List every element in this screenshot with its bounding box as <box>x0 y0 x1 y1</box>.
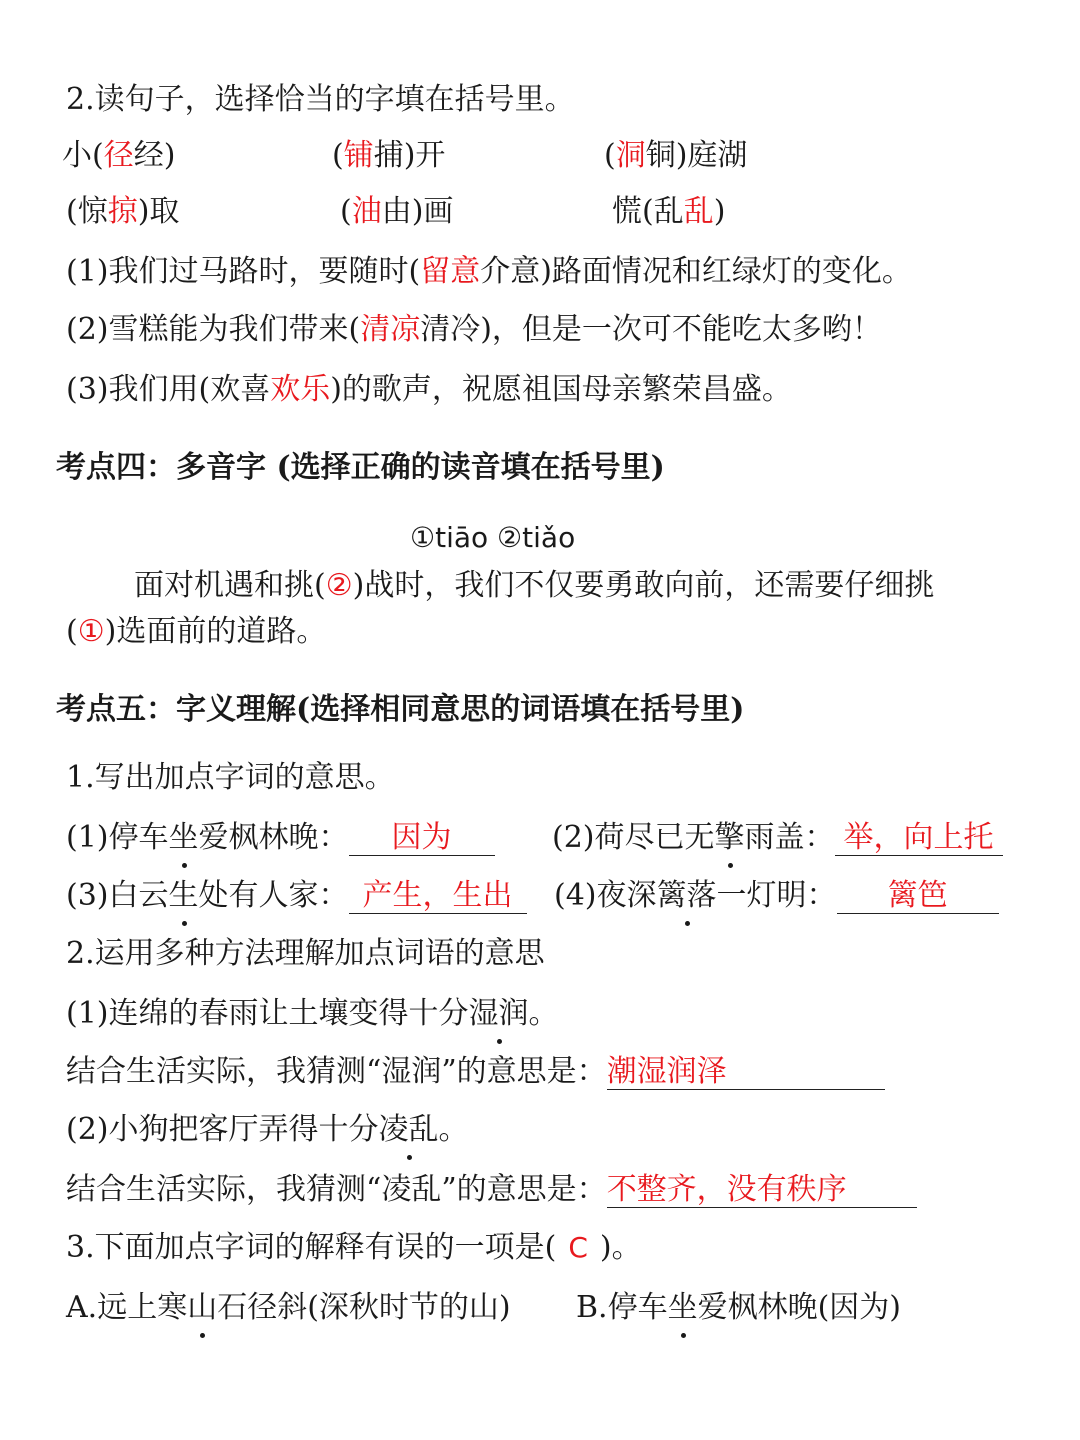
k4-heading: 考点四：多音字 (选择正确的读音填在括号里) <box>56 450 665 485</box>
k5-q1-item4: (4)夜深篱落一灯明： 篱笆 <box>554 876 999 916</box>
k5-q3-option-a: A.远上寒山石径斜(深秋时节的山) <box>66 1288 511 1328</box>
q2-sentence-3: (3)我们用(欢喜欢乐)的歌声，祝愿祖国母亲繁荣昌盛。 <box>66 372 792 407</box>
k5-q1-item3: (3)白云生处有人家： 产生，生出 <box>66 876 527 916</box>
k5-q1-title: 1.写出加点字词的意思。 <box>66 760 395 795</box>
k5-q2-guess2: 结合生活实际，我猜测“凌乱”的意思是：不整齐，没有秩序 <box>66 1170 917 1210</box>
k5-q2-sentence2: (2)小狗把客厅弄得十分凌乱。 <box>66 1110 469 1150</box>
answer-blank: 因为 <box>349 821 495 856</box>
k4-paragraph-line1: 面对机遇和挑(②)战时，我们不仅要勇敢向前，还需要仔细挑 <box>134 568 935 603</box>
k5-q2-guess1: 结合生活实际，我猜测“湿润”的意思是：潮湿润泽 <box>66 1052 885 1092</box>
q2-row2-b: (油由)画 <box>340 194 454 229</box>
q2-title: 2.读句子，选择恰当的字填在括号里。 <box>66 82 575 117</box>
q2-row2-a: (惊掠)取 <box>66 194 180 229</box>
k5-q3-option-b: B.停车坐爱枫林晚(因为) <box>576 1288 901 1328</box>
k5-q1-item2: (2)荷尽已无擎雨盖： 举，向上托 <box>552 818 1003 858</box>
k5-q2-title: 2.运用多种方法理解加点词语的意思 <box>66 936 545 971</box>
answer-blank: 篱笆 <box>837 879 999 914</box>
answer-blank: 举，向上托 <box>835 821 1003 856</box>
q2-row1-a: 小(径经) <box>62 138 176 173</box>
q2-row1-c: (洞铜)庭湖 <box>604 138 748 173</box>
k5-q3-question: 3.下面加点字词的解释有误的一项是( C )。 <box>66 1230 642 1265</box>
q2-row2-c: 慌(乱乱) <box>612 194 726 229</box>
k4-paragraph-line2: (①)选面前的道路。 <box>66 614 327 649</box>
answer-blank: 不整齐，没有秩序 <box>607 1173 917 1208</box>
k5-q2-sentence1: (1)连绵的春雨让土壤变得十分湿润。 <box>66 994 559 1034</box>
q2-row1-b: (铺捕)开 <box>332 138 446 173</box>
q2-sentence-1: (1)我们过马路时，要随时(留意介意)路面情况和红绿灯的变化。 <box>66 254 912 289</box>
answer-blank: 产生，生出 <box>349 879 527 914</box>
answer-blank: 潮湿润泽 <box>607 1055 885 1090</box>
q2-sentence-2: (2)雪糕能为我们带来(清凉清冷)，但是一次可不能吃太多哟！ <box>66 312 882 347</box>
k4-pinyin-options: ①tiāo ②tiǎo <box>410 521 576 554</box>
k5-q1-item1: (1)停车坐爱枫林晚： 因为 <box>66 818 495 858</box>
k5-heading: 考点五：字义理解(选择相同意思的词语填在括号里) <box>56 692 745 727</box>
